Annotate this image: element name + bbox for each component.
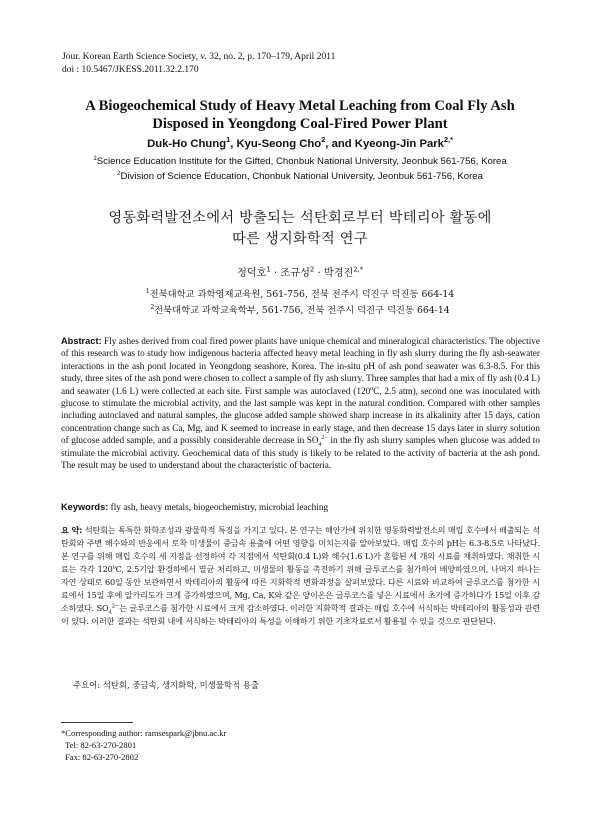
korean-affiliation-1-text: 전북대학교 과학영재교육원, 561-756, 전북 전주시 덕진구 덕진동 664-14 [149,289,455,300]
korean-title-line-1: 영동화력발전소에서 방출되는 석탄회로부터 박테리아 활동에 [108,210,492,226]
korean-keywords-text: 석탄회, 중금속, 생지화학, 미생물학적 용출 [100,680,259,690]
korean-author-3: 박경진 [323,268,354,279]
affiliation-2 [0,171,600,182]
affiliation-2-mark: 2 [117,169,121,177]
author-1: Duk-Ho Chung [147,138,227,150]
sulfate-charge: 2− [111,603,120,610]
keywords-label: Keywords: [61,502,109,512]
korean-author-3-mark: 2,* [353,265,364,274]
korean-author-2-mark: 2 [309,265,315,274]
journal-citation: Jour. Korean Earth Science Society, v. 32, no. 2, p. 170–179, April 2011 [62,52,336,62]
affiliation-1 [0,156,600,167]
paper-title-line-2: Disposed in Yeongdong Coal-Fired Power Plant [152,116,448,132]
korean-abstract [61,524,540,628]
abstract-text-part-2: C, 2.5 atm), second one was inoculated with glucose to stimulate the microbial activity, and the last sample was kept in the natural condition. Compared with other samples including autoclaved and natural samples, the glucose added sample showed sharp increase in its alkalinity after 15 days, cation concentration change such as Ca, Mg, and K seemed to increase in early stage, and then decrease 15 days later in slurry solution of glucose added sample, and a possibly considerable decrease in SO [61,386,541,447]
abstract-text-part-1: Fly ashes derived from coal fired power plants have unique chemical and mineralogical characteristics. The objective of this research was to study how indigenous bacteria affected heavy metal leaching in fly ash slurry during the fly ash-seawater interactions in the ash pond located in Yeongdong seashore, Korea. The in-situ pH of ash pond seawater was 6.3-8.5. For this study, three sites of the ash pond were chosen to collect a sample of fly ash slurry. Three samples that had a mix of fly ash (0.4 L) and seawater (1.6 L) were collected at each site. First sample was autoclaved (120 [61,337,540,397]
author-1-affiliation-mark: 1 [226,135,231,145]
author-2-affiliation-mark: 2 [321,135,326,145]
korean-author-1-mark: 1 [266,265,271,274]
korean-affiliation-2-text: 전북대학교 과학교육학부, 561-756, 전북 전주시 덕진구 덕진동 664-14 [154,305,450,316]
footnote [61,727,226,763]
sulfate-subscript: 4 [108,609,112,616]
korean-title-line-2: 따른 생지화학적 연구 [232,231,368,247]
korean-author-separator: · [270,268,281,279]
korean-affiliation-2-mark: 2 [150,303,155,311]
author-3-affiliation-mark: 2,* [443,135,453,145]
korean-affiliation-1 [0,286,600,300]
abstract [61,335,540,472]
author-3: Kyeong-Jin Park [354,138,444,150]
sulfate-subscript: 4 [318,442,322,449]
degree-mark: o [370,385,374,392]
paper-title-line-1: A Biogeochemical Study of Heavy Metal Leaching from Coal Fly Ash [85,98,515,114]
abstract-text-part-3: in the fly ash slurry samples when glucose was added to stimulate the microbial activity. Geochemical data of this study is likely to be related to the activity of bacteria at the ash pond. The result may be used to understand about the characteristic of bacteria. [61,436,540,472]
journal-doi: doi : 10.5467/JKESS.2011.32.2.170 [62,65,199,75]
telephone: Tel: 82-63-270-2801 [65,740,137,750]
author-separator: , and [325,138,355,150]
author-separator: , [230,138,237,150]
corresponding-author: *Corresponding author: ramsespark@jbnu.ac.kr [61,728,227,738]
korean-abstract-text-part-3: 는 글루코스를 첨가한 시료에서 크게 감소하였다. 이러한 지화학적 결과는 매립 호수에 서식하는 박테리아의 활동성과 관련이 있다. 이러한 결과는 석탄회 내에 서식하는 박테리아의 특성을 이해하기 위한 기초자료로서 활용될 수 있을 것으로 판단된다. [61,603,540,626]
fax: Fax: 82-63-270-2802 [65,752,139,762]
keywords [61,502,540,513]
korean-abstract-text-part-2: C, 2.5기압 환경하에서 멸균 처리하고, 미생물의 활동을 촉진하기 위해 글루코스를 첨가하여 배양하였으며, 나머지 하나는 자연 상태로 60일 동안 보관하면서 박테리아의 활동에 따른 지화학적 변화과정을 살펴보았다. 다른 시료와 비교하여 글루코스를 첨가한 시료에서 15일 후에 알카리도가 크게 증가하였으며, Mg, Ca, K와 같은 양이온은 글루코스를 넣은 시료에서 초기에 증가하다가 15일 이후 감소하였다. SO [61,564,540,613]
korean-author-2: 조규성 [280,268,310,279]
korean-keywords [73,679,259,691]
affiliation-2-text: Division of Science Education, Chonbuk National University, Jeonbuk 561-756, Korea [120,171,483,182]
sulfate-charge: 2− [321,435,328,442]
affiliation-1-mark: 1 [93,154,97,162]
korean-affiliation-2 [0,302,600,316]
abstract-label: Abstract: [61,336,102,346]
korean-author-list [0,264,600,279]
journal-header [62,51,335,77]
paper-title [40,97,560,133]
korean-title [0,208,600,250]
korean-author-separator: · [314,268,324,279]
author-2: Kyu-Seong Cho [236,138,322,150]
author-list [0,135,600,150]
korean-affiliation-1-mark: 1 [145,287,150,295]
korean-abstract-text-part-1: 석탄회는 독특한 화학조성과 광물학적 특징을 가지고 있다. 본 연구는 해안가에 위치한 영동화력발전소의 매립 호수에서 배출되는 석탄회와 주변 해수와의 반응에서 토착 미생물이 중금속 용출에 어떤 영향을 미치는지를 알아보았다. 매립 호수의 pH는 6.3-8.5로 나타났다. 본 연구를 위해 매립 호수의 세 지점을 선정하여 각 지점에서 석탄회(0.4 L)와 해수(1.6 L)가 혼합된 세 개의 시료를 채취하였다. 채취한 시료는 각각 120 [61,525,541,574]
korean-author-1: 정덕호 [236,268,267,279]
footnote-divider [61,722,133,723]
degree-mark: o [112,564,116,571]
affiliation-1-text: Science Education Institute for the Gifted, Chonbuk National University, Jeonbuk 561-756, Korea [96,156,507,167]
keywords-text: fly ash, heavy metals, biogeochemistry, microbial leaching [108,503,329,513]
korean-keywords-label: 주요어: [73,680,101,690]
korean-abstract-label: 요 약: [61,525,83,535]
